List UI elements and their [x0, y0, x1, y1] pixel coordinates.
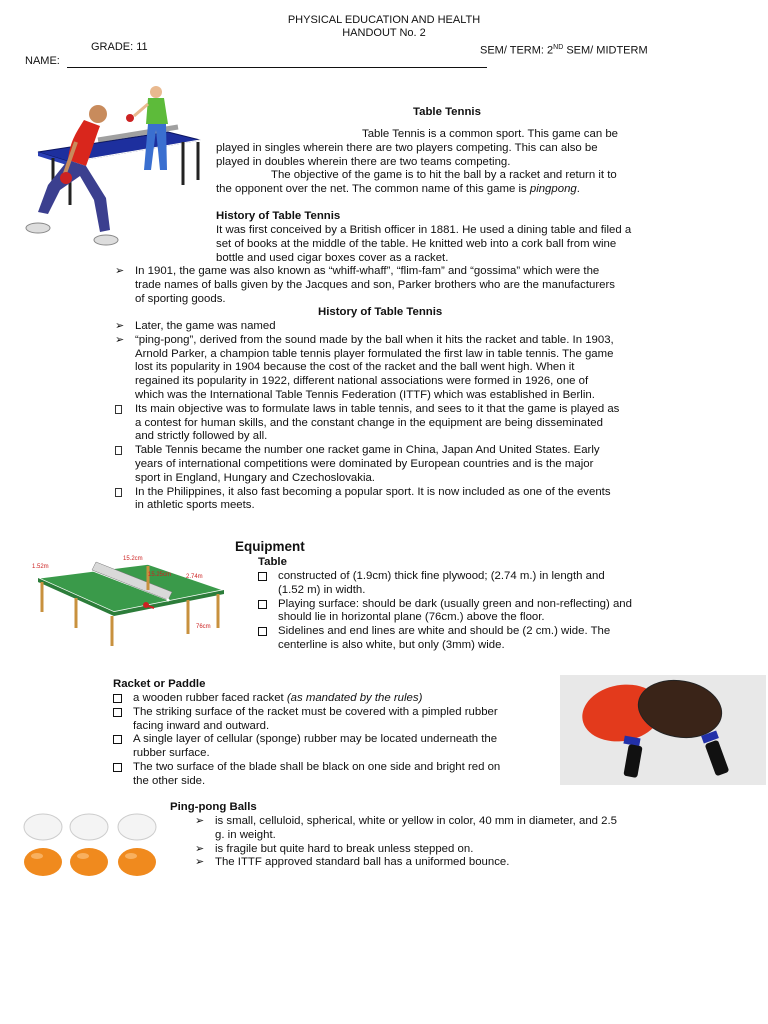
list-item	[115, 444, 755, 485]
list-item	[115, 486, 755, 514]
bullet-line: regained its popularity in 1922, different national associations were formed in 1926, one of	[135, 375, 589, 388]
bullet-line: A single layer of cellular (sponge) rubber may be located underneath the	[133, 733, 498, 746]
square-bullet-icon	[113, 708, 122, 717]
bullet-line: of sporting goods.	[135, 292, 226, 305]
bullet-line: sport in England, Hungary and Czechoslovakia.	[135, 471, 375, 484]
square-bullet-icon	[258, 627, 267, 636]
intro-line: Table Tennis is a common sport. This game can be	[362, 128, 618, 140]
intro-line: The objective of the game is to hit the ball by a racket and return it to	[271, 169, 617, 182]
bullet-line: a wooden rubber faced racket (as mandated by the rules)	[133, 692, 423, 704]
arrow-bullet-icon: ➢	[195, 815, 205, 827]
list-item	[115, 334, 755, 403]
history-line: It was first conceived by a British officer in 1881. He used a dining table and filed a	[216, 224, 632, 236]
square-bullet-icon	[113, 735, 122, 744]
bullet-line: constructed of (1.9cm) thick fine plywood; (2.74 m.) in length and	[278, 570, 605, 582]
list-item	[258, 570, 728, 598]
bullet-line: In 1901, the game was also known as “whiff-whaff”, “flim-fam” and “gossima” which were the	[135, 265, 600, 277]
intro-line: played in singles wherein there are two players competing. This can also be	[216, 141, 598, 154]
sem-term-label: SEM/ TERM: 2ND SEM/ MIDTERM	[480, 44, 648, 57]
box-bullet-icon	[115, 446, 122, 455]
name-field: NAME:	[25, 55, 487, 68]
list-item	[115, 320, 755, 334]
intro-paragraph	[216, 128, 736, 197]
history-line: bottle and used cigar boxes cover as a racket.	[216, 251, 449, 264]
bullet-line: “ping-pong”, derived from the sound made by the ball when it hits the racket and table. In 1903,	[135, 333, 614, 346]
square-bullet-icon	[258, 600, 267, 609]
bullet-line: The two surface of the blade shall be black on one side and bright red on	[133, 760, 501, 773]
bullet-line: in athletic sports meets.	[135, 499, 255, 512]
bullet-line: is fragile but quite hard to break unless stepped on.	[215, 842, 474, 855]
list-item	[195, 843, 685, 857]
bullet-line: is small, celluloid, spherical, white or yellow in color, 40 mm in diameter, and 2.5	[215, 815, 618, 827]
arrow-bullet-icon: ➢	[195, 842, 205, 855]
bullet-line: Arnold Parker, a champion table tennis player formulated the first law in table tennis. The game	[135, 347, 614, 360]
balls-list	[195, 815, 685, 870]
paddle-image	[560, 675, 766, 785]
history-paragraph	[216, 224, 761, 265]
box-bullet-icon	[115, 405, 122, 414]
balls-title: Ping-pong Balls	[170, 801, 257, 813]
bullet-line: and strictly followed by all.	[135, 430, 268, 443]
bullet-line: rubber surface.	[133, 747, 210, 760]
list-item	[113, 692, 553, 706]
list-item	[113, 706, 553, 734]
arrow-bullet-icon: ➢	[195, 856, 205, 869]
bullet-line: which was the International Table Tennis Federation (ITTF) which was established in Berlin.	[135, 388, 595, 401]
label-net-height: 15.2cm	[123, 556, 143, 562]
label-net-width: 15.25cm	[148, 572, 172, 578]
intro-line: played in doubles wherein there are two teams competing.	[216, 155, 511, 168]
bullet-line: should lie in horizontal plane (76cm.) above the floor.	[278, 611, 545, 624]
bullet-line: trade names of balls given by the Jacques and son, Parker brothers who are the manufacturers	[135, 278, 615, 291]
list-item	[258, 625, 728, 653]
bullet-line: the other side.	[133, 774, 206, 787]
label-width: 1.52m	[32, 564, 49, 570]
list-item	[115, 403, 755, 444]
bullet-line: The striking surface of the racket must be covered with a pimpled rubber	[133, 705, 498, 718]
bullet-line: years of international competitions were dominated by European countries and is the major	[135, 457, 594, 470]
label-height: 76cm	[196, 624, 211, 630]
arrow-bullet-icon: ➢	[115, 320, 125, 332]
label-length: 2.74m	[186, 574, 203, 580]
square-bullet-icon	[258, 572, 267, 581]
bullet-line: lost its popularity in 1904 because the cost of the racket and the ball went high. When it	[135, 361, 575, 374]
bullet-line: Sidelines and end lines are white and should be (2 cm.) wide. The	[278, 625, 611, 638]
bullet-line: (1.52 m) in width.	[278, 583, 366, 596]
equipment-title: Equipment	[235, 539, 305, 554]
square-bullet-icon	[113, 694, 122, 703]
arrow-bullet-icon: ➢	[115, 265, 125, 277]
bullet-line: facing inward and outward.	[133, 719, 270, 732]
list-item	[195, 815, 685, 843]
history-line: set of books at the middle of the table. He knitted web into a cork ball from wine	[216, 237, 617, 250]
history-title-2: History of Table Tennis	[318, 306, 443, 318]
handout-number: HANDOUT No. 2	[342, 27, 426, 39]
table-specs-list	[258, 570, 728, 653]
intro-title: Table Tennis	[413, 106, 481, 118]
doc-title: PHYSICAL EDUCATION AND HEALTH	[287, 14, 481, 26]
list-item	[113, 733, 553, 761]
list-item	[195, 856, 685, 870]
bullet-line: In the Philippines, it also fast becoming a popular sport. It is now included as one of the events	[135, 485, 611, 498]
balls-image	[20, 812, 164, 882]
list-item	[115, 265, 755, 306]
bullet-line: g. in weight.	[215, 828, 276, 841]
arrow-bullet-icon: ➢	[115, 333, 125, 346]
list-item	[258, 598, 728, 626]
bullet-line: Its main objective was to formulate laws in table tennis, and sees to it that the game is played as	[135, 402, 620, 415]
history-bullets-2	[115, 320, 755, 513]
racket-title: Racket or Paddle	[113, 678, 206, 690]
grade-label: GRADE: 11	[91, 41, 148, 53]
table-subtitle: Table	[258, 556, 287, 568]
bullet-line: centerline is also white, but only (3mm) wide.	[278, 638, 505, 651]
bullet-line: Playing surface: should be dark (usually green and non-reflecting) and	[278, 597, 632, 610]
history-title: History of Table Tennis	[216, 210, 341, 222]
bullet-line: Later, the game was named	[135, 320, 276, 332]
name-underline	[67, 58, 487, 68]
bullet-line: The ITTF approved standard ball has a uniformed bounce.	[215, 856, 510, 869]
table-diagram	[28, 550, 228, 650]
bullet-line: a contest for human skills, and the constant change in the equipment are being disseminated	[135, 416, 603, 429]
racket-list	[113, 692, 553, 789]
intro-line: the opponent over the net. The common name of this game is pingpong.	[216, 183, 580, 196]
square-bullet-icon	[113, 763, 122, 772]
list-item	[113, 761, 553, 789]
box-bullet-icon	[115, 488, 122, 497]
history-bullets-1	[115, 265, 755, 306]
bullet-line: Table Tennis became the number one racket game in China, Japan And United States. Early	[135, 444, 600, 457]
players-illustration	[8, 80, 206, 252]
